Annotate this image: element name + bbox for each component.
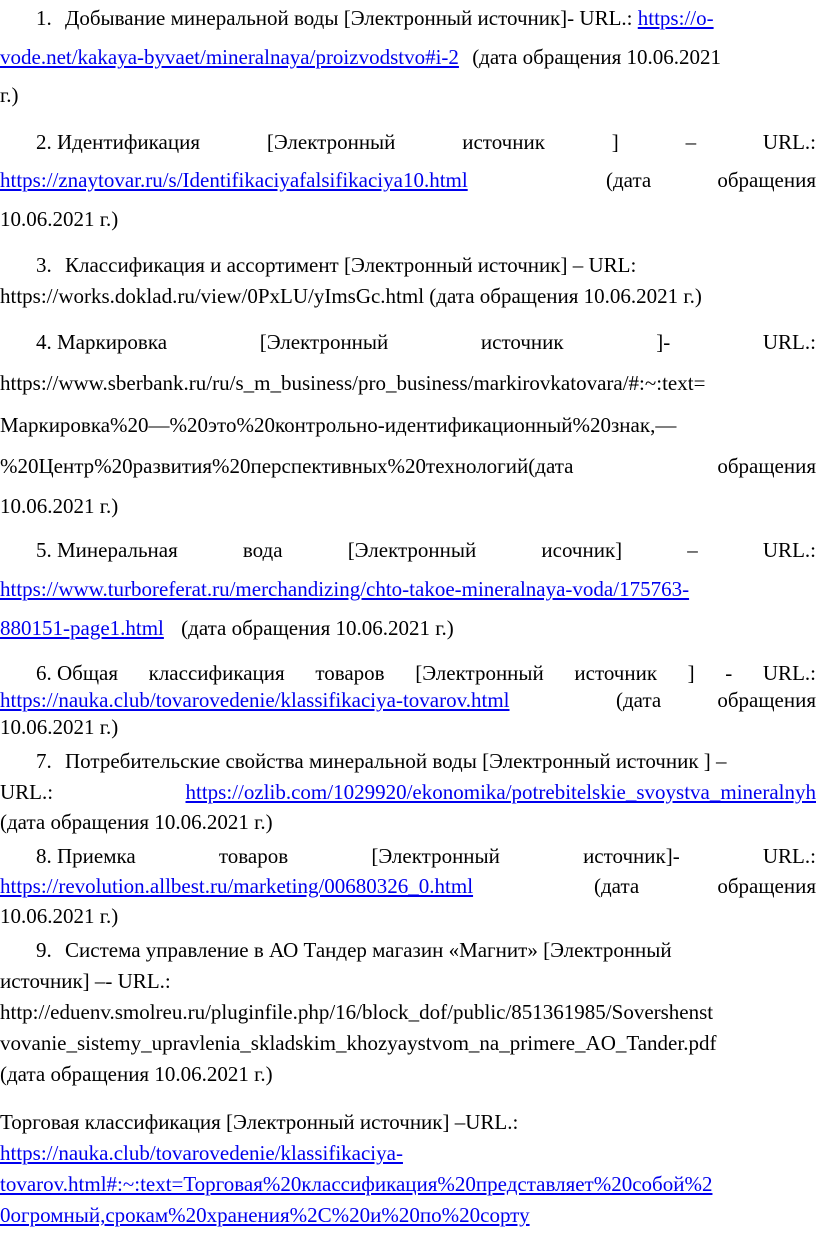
ref-5-title-word: вода: [242, 538, 283, 562]
ref-5-line-1: [0, 535, 816, 565]
ref-9-url-part-1: http://eduenv.smolreu.ru/pluginfile.php/16/block_dof/public/851361985/Sovershenst: [0, 1000, 714, 1024]
ref-6-title-word: источник: [574, 661, 658, 685]
ref-10-line-4: [0, 1200, 816, 1230]
ref-2-line-2: [0, 165, 816, 195]
ref-4-url-part-3: %20Центр%20развития%20перспективных%20технологий(дата: [0, 454, 574, 478]
ref-4-title-word: источник: [480, 330, 564, 354]
ref-8-date-word: обращения: [717, 874, 816, 898]
ref-1-link-part-1[interactable]: https://o-: [637, 6, 714, 30]
ref-4-number: 4.: [36, 330, 52, 354]
ref-10-line-1: [0, 1107, 816, 1137]
ref-2-link[interactable]: https://znaytovar.ru/s/Identifikaciyafalsifikaciya10.html: [0, 168, 468, 192]
ref-6-line-3: [0, 712, 816, 742]
ref-4-line-2: [0, 368, 816, 398]
ref-9-date: (дата обращения 10.06.2021 г.): [0, 1062, 273, 1086]
ref-1-line-3: [0, 80, 816, 110]
ref-5-title-word: –: [687, 538, 698, 562]
ref-10-line-3: [0, 1169, 816, 1199]
ref-9-line-4: [0, 1028, 816, 1058]
ref-4-line-1: [0, 327, 816, 357]
ref-2-line-3: [0, 204, 816, 234]
ref-6-title-word: товаров: [315, 661, 385, 685]
ref-6-number: 6.: [36, 661, 52, 685]
ref-8-line-3: [0, 901, 816, 931]
ref-7-link[interactable]: https://ozlib.com/1029920/ekonomika/potrebitelskie_svoystva_mineralnyh: [185, 780, 816, 804]
ref-4-title-word: Маркировка: [57, 330, 168, 354]
ref-10-link-part-3[interactable]: 0огромный,срокам%20хранения%2C%20и%20по%20сорту: [0, 1203, 530, 1227]
ref-3-title: Классификация и ассортимент [Электронный источник] – URL:: [65, 253, 637, 277]
ref-4-title-word: ]-: [656, 330, 671, 354]
ref-2-number: 2.: [36, 130, 52, 154]
ref-2-title-word: URL.:: [762, 130, 816, 154]
ref-2-title-word: –: [685, 130, 697, 154]
ref-4-title-word: URL.:: [762, 330, 816, 354]
ref-4-url-part-2: Маркировка%20—%20это%20контрольно-идентификационный%20знак,—: [0, 413, 677, 437]
ref-7-line-1: [0, 746, 816, 776]
ref-4-line-3: [0, 410, 816, 440]
ref-3-line-2: [0, 281, 816, 311]
ref-1-title: Добывание минеральной воды [Электронный источник]- URL.:: [65, 6, 633, 30]
ref-9-line-1: [0, 935, 816, 965]
ref-5-title-word: исочник]: [541, 538, 623, 562]
ref-3-url-and-date: https://works.doklad.ru/view/0PxLU/yImsGc.html (дата обращения 10.06.2021 г.): [0, 284, 702, 308]
ref-6-link[interactable]: https://nauka.club/tovarovedenie/klassifikaciya-tovarov.html: [0, 688, 510, 712]
ref-5-title-word: [Электронный: [347, 538, 477, 562]
ref-4-url-part-1: https://www.sberbank.ru/ru/s_m_business/pro_business/markirovkatovara/#:~:text=: [0, 371, 706, 395]
ref-7-date: (дата обращения 10.06.2021 г.): [0, 810, 273, 834]
ref-8-link[interactable]: https://revolution.allbest.ru/marketing/00680326_0.html: [0, 874, 474, 898]
ref-8-line-2: [0, 871, 816, 901]
ref-4-date-word: обращения: [717, 454, 816, 478]
ref-2-title-word: источник: [462, 130, 545, 154]
ref-7-title: Потребительские свойства минеральной воды [Электронный источник ] –: [65, 749, 727, 773]
ref-7-url-label: URL.:: [0, 780, 54, 804]
ref-3-number: 3.: [36, 253, 52, 277]
ref-8-title-word: Приемка: [57, 844, 136, 868]
ref-1-link-part-2[interactable]: vode.net/kakaya-byvaet/mineralnaya/proizvodstvo#i-2: [0, 45, 459, 69]
ref-10-title: Торговая классификация [Электронный источник] –URL.:: [0, 1110, 519, 1134]
ref-9-line-3: [0, 997, 816, 1027]
ref-5-title-word: Минеральная: [57, 538, 178, 562]
ref-4-line-5: [0, 491, 816, 521]
ref-10-line-2: [0, 1138, 816, 1168]
ref-5-line-2: [0, 574, 816, 604]
ref-5-number: 5.: [36, 538, 52, 562]
ref-4-date-end: 10.06.2021 г.): [0, 494, 119, 518]
ref-8-date-word: (дата: [594, 874, 640, 898]
ref-6-title-word: -: [725, 661, 733, 685]
ref-1-date: (дата обращения 10.06.2021: [472, 45, 722, 69]
ref-4-line-4: [0, 451, 816, 481]
ref-5-date: (дата обращения 10.06.2021 г.): [181, 616, 454, 640]
ref-9-number: 9.: [36, 938, 52, 962]
ref-1-line-1: [0, 3, 816, 33]
ref-9-title-end: источник] –- URL.:: [0, 969, 171, 993]
ref-8-title-word: товаров: [218, 844, 289, 868]
ref-6-date-word: (дата: [616, 688, 662, 712]
ref-9-title: Система управление в АО Тандер магазин «Магнит» [Электронный: [65, 938, 672, 962]
ref-2-title-word: Идентификация: [57, 130, 201, 154]
ref-7-line-3: [0, 807, 816, 837]
ref-5-title-word: URL.:: [762, 538, 816, 562]
ref-8-title-word: [Электронный: [371, 844, 500, 868]
ref-6-line-2: [0, 685, 816, 715]
ref-3-line-1: [0, 250, 816, 280]
ref-2-date-word: (дата: [606, 168, 652, 192]
ref-6-title-word: ]: [687, 661, 695, 685]
ref-10-link-part-2[interactable]: tovarov.html#:~:text=Торговая%20классификация%20представляет%20собой%2: [0, 1172, 713, 1196]
ref-1-line-2: [0, 42, 816, 72]
ref-6-title-word: URL.:: [762, 661, 816, 685]
ref-8-date-end: 10.06.2021 г.): [0, 904, 119, 928]
ref-9-line-2: [0, 966, 816, 996]
ref-2-title-word: ]: [611, 130, 619, 154]
ref-9-line-5: [0, 1059, 816, 1089]
ref-2-date-end: 10.06.2021 г.): [0, 207, 119, 231]
ref-6-line-1: [0, 658, 816, 688]
ref-5-line-3: [0, 613, 816, 643]
ref-1-number: 1.: [36, 6, 52, 30]
ref-8-line-1: [0, 841, 816, 871]
ref-6-title-word: [Электронный: [415, 661, 544, 685]
ref-2-title-word: [Электронный: [266, 130, 396, 154]
ref-9-url-part-2: vovanie_sistemy_upravlenia_skladskim_khozyaystvom_na_primere_AO_Tander.pdf: [0, 1031, 717, 1055]
ref-7-number: 7.: [36, 749, 52, 773]
ref-8-title-word: URL.:: [762, 844, 816, 868]
ref-2-date-word: обращения: [717, 168, 816, 192]
ref-8-number: 8.: [36, 844, 52, 868]
ref-6-title-word: Общая: [57, 661, 119, 685]
ref-10-link-part-1[interactable]: https://nauka.club/tovarovedenie/klassifikaciya-: [0, 1141, 403, 1165]
ref-2-line-1: [0, 127, 816, 157]
ref-5-link-part-1[interactable]: https://www.turboreferat.ru/merchandizing/chto-takoe-mineralnaya-voda/175763-: [0, 577, 690, 601]
ref-8-title-word: источник]-: [583, 844, 680, 868]
ref-4-title-word: [Электронный: [259, 330, 389, 354]
ref-7-line-2: [0, 777, 816, 807]
ref-5-link-part-2[interactable]: 880151-page1.html: [0, 616, 164, 640]
ref-6-date-word: обращения: [717, 688, 816, 712]
ref-1-date-end: г.): [0, 83, 19, 107]
ref-6-title-word: классификация: [148, 661, 285, 685]
ref-6-date-end: 10.06.2021 г.): [0, 715, 119, 739]
